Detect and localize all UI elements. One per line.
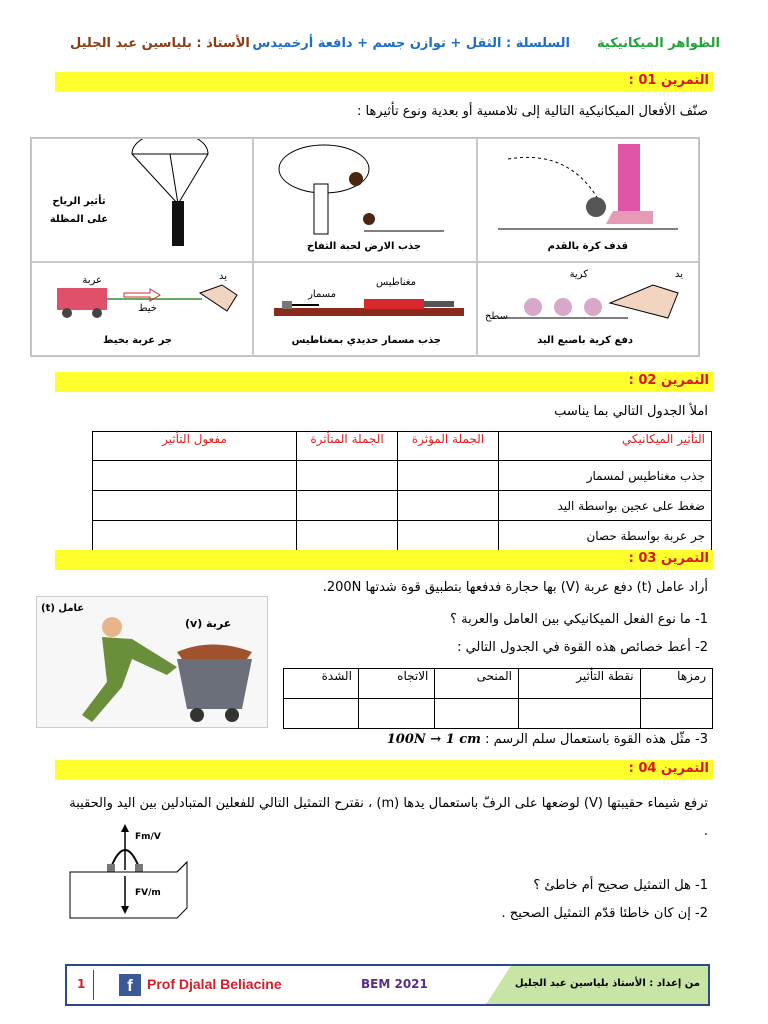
image-magnet-nail: مسمار مغناطيس جذب مسمار حديدي بمغناطيس: [253, 262, 477, 356]
image-finger-ball: كرية يد سطح دفع كرية باصبع اليد: [477, 262, 699, 356]
table-cell[interactable]: [297, 461, 398, 491]
table-cell[interactable]: [398, 521, 499, 551]
table-cell[interactable]: [398, 461, 499, 491]
image-cart-thread: عربة خيط يد جر عربة بخيط: [31, 262, 253, 356]
image-apple-tree: [253, 138, 477, 262]
hand-bag-diagram: [65, 820, 195, 920]
force-down-label: FV/m: [135, 888, 161, 898]
header-magnitude: الشدة: [284, 669, 359, 699]
header-result: مفعول التأثير: [93, 432, 297, 461]
cart-label: عربة (v): [185, 617, 232, 630]
exercise-4-intro: ترفع شيماء حقيبتها (V) لوضعها على الرفّ باستعمال يدها (m) ، نقترح التمثيل التالي للفعلين المتبادلين بين اليد والحقيبة .: [69, 796, 708, 839]
caption-parachute: تأثير الرياح على المظلة: [49, 196, 109, 225]
table-cell[interactable]: [518, 699, 640, 729]
table-cell[interactable]: [297, 521, 398, 551]
row-label: ضغط على عجين بواسطة اليد: [499, 491, 712, 521]
header-affected: الجملة المتأثرة: [297, 432, 398, 461]
page-footer: [65, 964, 710, 1006]
table-cell[interactable]: [435, 699, 519, 729]
facebook-icon[interactable]: f: [119, 974, 141, 996]
worker-cart-image: [36, 596, 268, 728]
caption-magnet-nail: جذب مسمار حديدي بمغناطيس: [291, 335, 441, 346]
exercise-3-title-bar: [55, 550, 713, 570]
worker-pushing-cart-icon: [37, 597, 267, 727]
table-cell[interactable]: [297, 491, 398, 521]
header-effect: التأثير الميكانيكي: [499, 432, 712, 461]
table-row: [93, 491, 712, 521]
series-title: السلسلة : الثقل + توازن جسم + دافعة أرخميدس: [252, 36, 570, 51]
exercise-1-title: التمرين 01 :: [628, 73, 709, 88]
exercise-1-instruction: صنّف الأفعال الميكانيكية التالية إلى تلامسية أو بعدية ونوع تأثيرها :: [356, 104, 708, 119]
caption-finger-ball: دفع كرية باصبع اليد: [537, 335, 633, 346]
exercise-4-title-bar: [55, 760, 713, 780]
exercise-4-title: التمرين 04 :: [628, 761, 709, 776]
image-parachute: [31, 138, 253, 262]
caption-apple-tree: جذب الارض لحبة التفاح: [306, 241, 421, 252]
table-cell[interactable]: [398, 491, 499, 521]
exercise-2-title: التمرين 02 :: [628, 373, 709, 388]
header-direction: الاتجاه: [358, 669, 434, 699]
exercise-2-table: [92, 431, 712, 551]
table-row: [93, 521, 712, 551]
exercise-4-q2: 2- إن كان خاطئا قدّم التمثيل الصحيح .: [501, 906, 708, 921]
table-cell[interactable]: [284, 699, 359, 729]
header-symbol: رمزها: [640, 669, 712, 699]
exercise-3-q3: 3- مثّل هذه القوة باستعمال سلم الرسم : 100N → 1 cm: [386, 732, 708, 747]
exercise-2-title-bar: [55, 372, 713, 392]
header-point: نقطة التأثير: [518, 669, 640, 699]
header-direction-line: المنحى: [435, 669, 519, 699]
table-header-row: [93, 432, 712, 461]
table-cell[interactable]: [93, 461, 297, 491]
table-cell[interactable]: [93, 491, 297, 521]
subject-title: الظواهر الميكانيكية: [597, 36, 720, 51]
table-header-row: [284, 669, 713, 699]
page-header: [50, 30, 720, 56]
teacher-name: الأستاذ : بلياسين عبد الجليل: [70, 36, 250, 51]
kick-ball-icon: [478, 139, 698, 239]
table-row: [284, 699, 713, 729]
brand-name[interactable]: Prof Djalal Beliacine: [147, 976, 282, 992]
caption-kick-ball: قذف كرة بالقدم: [547, 241, 628, 252]
header-acting: الجملة المؤثرة: [398, 432, 499, 461]
caption-cart-thread: جر عربة بخيط: [102, 335, 172, 346]
exercise-3-table: [283, 668, 713, 729]
exercise-3-q1: 1- ما نوع الفعل الميكانيكي بين العامل والعربة ؟: [450, 612, 708, 627]
table-cell[interactable]: [640, 699, 712, 729]
row-label: جر عربة بواسطة حصان: [499, 521, 712, 551]
exercise-2-instruction: املأ الجدول التالي بما يناسب: [554, 404, 708, 419]
table-row: [93, 461, 712, 491]
table-cell[interactable]: [93, 521, 297, 551]
exercise-3-title: التمرين 03 :: [628, 551, 709, 566]
exercise-3-intro: أراد عامل (t) دفع عربة (V) بها حجارة فدفعها بتطبيق قوة شدتها 200N.: [322, 580, 708, 595]
apple-tree-icon: [254, 139, 476, 239]
footer-author: من إعداد : الأستاذ بلياسين عبد الجليل: [514, 978, 700, 989]
exercise-1-title-bar: [55, 72, 713, 92]
exercise-1-image-grid: [30, 137, 700, 357]
image-kick-ball: [477, 138, 699, 262]
bag-forces-icon: [65, 820, 195, 920]
finger-ball-icon: [478, 263, 698, 333]
table-cell[interactable]: [358, 699, 434, 729]
force-up-label: Fm/V: [135, 832, 161, 842]
scale-value: 100N → 1 cm: [386, 732, 481, 747]
exercise-4-q1: 1- هل التمثيل صحيح أم خاطئ ؟: [533, 878, 708, 893]
worker-label: عامل (t): [41, 603, 85, 614]
page-number: 1: [77, 977, 86, 991]
row-label: جذب مغناطيس لمسمار: [499, 461, 712, 491]
footer-divider: [93, 970, 94, 1000]
magnet-nail-icon: [254, 263, 476, 333]
exercise-3-q2: 2- أعط خصائص هذه القوة في الجدول التالي :: [457, 640, 708, 655]
exam-year: BEM 2021: [361, 977, 428, 991]
